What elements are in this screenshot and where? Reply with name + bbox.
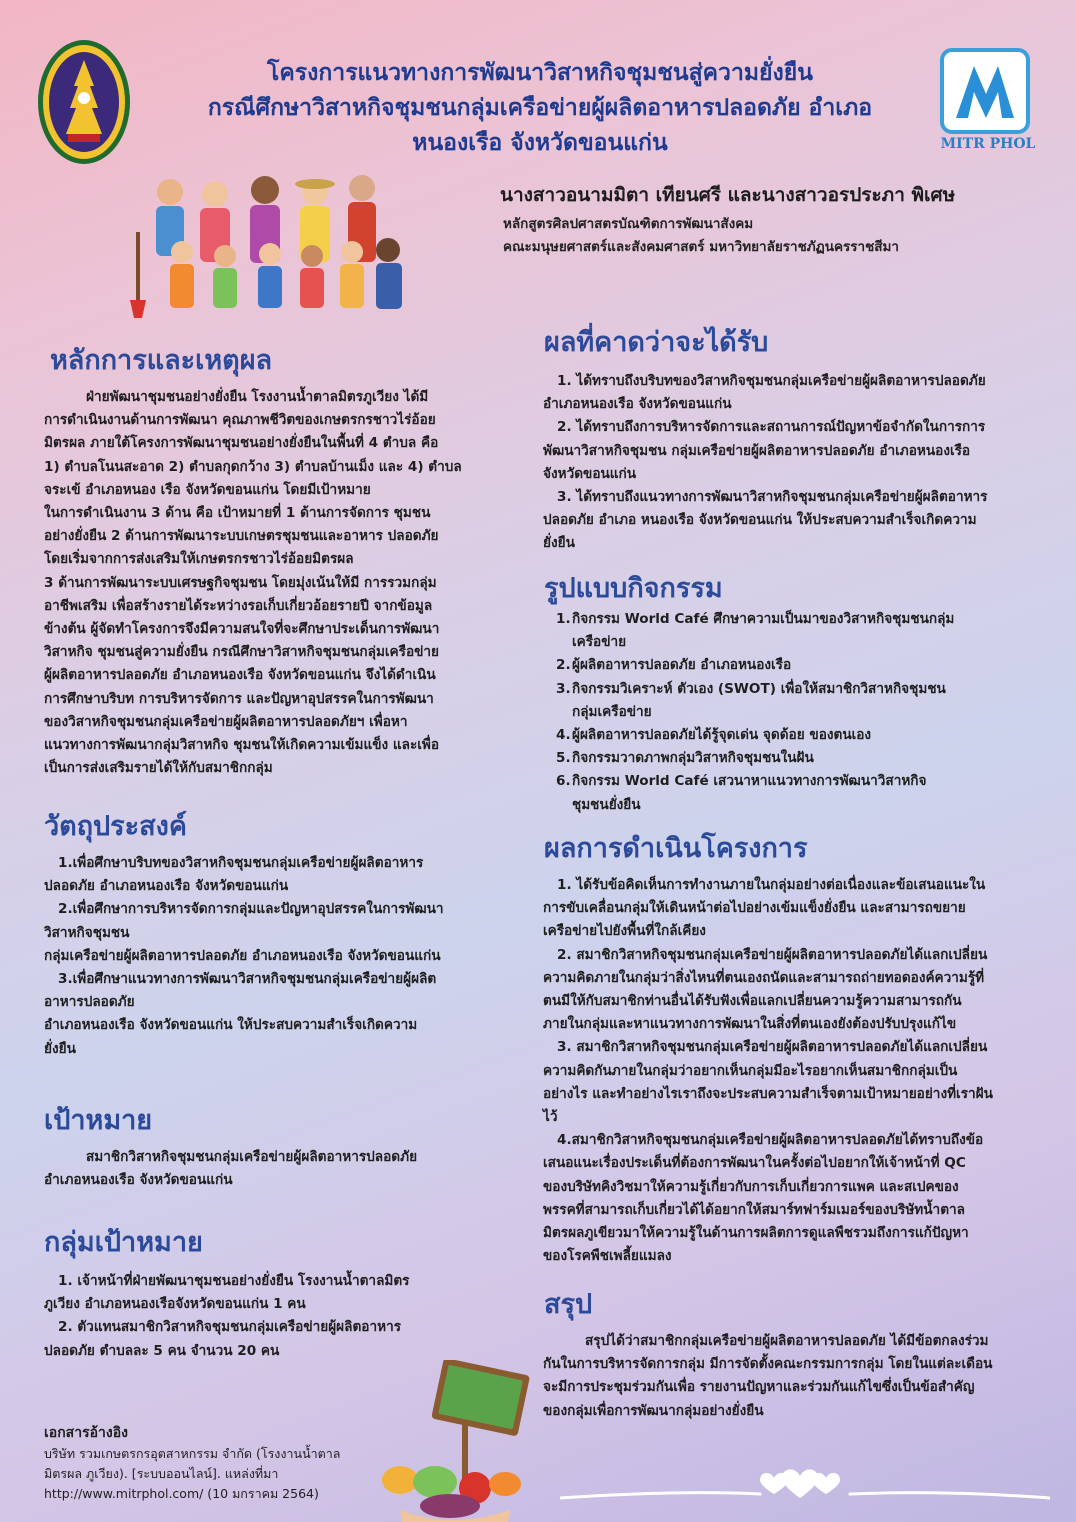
objective-line: อาหารปลอดภัย: [44, 994, 135, 1011]
result-line: ของโรคพืชเพลี้ยแมลง: [543, 1248, 672, 1265]
expected-line: พัฒนาวิสาหกิจชุมชน กลุ่มเครือข่ายผู้ผลิตอาหารปลอดภัย อำเภอหนองเรือ: [543, 442, 971, 459]
result-line: ตนมีให้กับสมาชิกท่านอื่นได้รับฟังเพื่อแลกเปลี่ยนความรู้ความสามารถกัน: [543, 993, 962, 1010]
target-group-body: [44, 1270, 514, 1363]
expected-line: จังหวัดขอนแก่น: [543, 465, 637, 482]
target-group-heading: กลุ่มเป้าหมาย: [44, 1227, 203, 1258]
activity-item: 1. กิจกรรม World Café ศึกษาความเป็นมาของวิสาหกิจชุมชนกลุ่ม เครือข่าย: [556, 611, 955, 651]
objective-line: 2.เพื่อศึกษาการบริหารจัดการกลุ่มและปัญหาอุปสรรคในการพัฒนา: [58, 901, 444, 918]
activities-heading: รูปแบบกิจกรรม: [544, 573, 723, 604]
principle-line: โดยเริ่มจากการส่งเสริมให้เกษตรกรชาวไร่อ้อยมิตรผล: [44, 551, 354, 568]
result-line: ภายในกลุ่มและหาแนวทางการพัฒนาในสิ่งที่ตนเองยังต้องปรับปรุงแก้ไข: [543, 1016, 957, 1033]
expected-line: อำเภอหนองเรือ จังหวัดขอนแก่น: [543, 396, 732, 413]
principle-line: 3 ด้านการพัฒนาระบบเศรษฐกิจชุมชน โดยมุ่งเน้นให้มี การรวมกลุ่ม: [44, 574, 437, 591]
result-line: มิตรผลภูเขียวมาให้ความรู้ในด้านการผลิตการดูแลพืชรวมถึงการแก้ปัญหา: [543, 1225, 969, 1242]
expected-line: ปลอดภัย อำเภอ หนองเรือ จังหวัดขอนแก่น ให้ประสบความสำเร็จเกิดความ: [543, 512, 977, 529]
objective-line: อำเภอหนองเรือ จังหวัดขอนแก่น ให้ประสบความสำเร็จเกิดความ: [44, 1017, 418, 1034]
result-line: เสนอแนะเรื่องประเด็นที่ต้องการพัฒนาในครั้งต่อไปอยากให้เจ้าหน้าที่ QC: [543, 1155, 966, 1172]
affiliation: [503, 213, 1063, 259]
mitr-phol-mark-icon: [940, 48, 1030, 134]
university-seal-logo: [36, 38, 132, 166]
reference-link[interactable]: http://www.mitrphol.com/ (10 มกราคม 2564): [44, 1486, 319, 1501]
objective-line: วิสาหกิจชุมชน: [44, 924, 130, 941]
activity-item: 2. ผู้ผลิตอาหารปลอดภัย อำเภอหนองเรือ: [556, 657, 792, 674]
principle-line: มิตรผล ภายใต้โครงการพัฒนาชุมชนอย่างยั่งยืนในพื้นที่ 4 ตำบล คือ: [44, 435, 439, 452]
result-line: ไว้: [543, 1109, 558, 1126]
result-line: ความคิดกันภายในกลุ่มว่าอยากเห็นกลุ่มมีอะไรอยากเห็นสมาชิกกลุ่มเป็น: [543, 1062, 958, 1079]
community-people-illustration: [130, 172, 420, 320]
objective-line: ปลอดภัย อำเภอหนองเรือ จังหวัดขอนแก่น: [44, 878, 289, 895]
heart-icon: [812, 1473, 840, 1494]
results-body: [543, 874, 1063, 1268]
expected-line: ยั่งยืน: [543, 535, 575, 552]
result-line: ความคิดภายในกลุ่มว่าสิ่งไหนที่ตนเองถนัดและสามารถถ่ายทอดองค์ความรู้ที่: [543, 969, 985, 986]
conclusion-line: จะมีการประชุมร่วมกันเพื่อ รายงานปัญหาและร่วมกันแก้ไขซึ่งเป็นข้อสำคัญ: [543, 1379, 975, 1396]
result-line: 4.สมาชิกวิสาหกิจชุมชนกลุ่มเครือข่ายผู้ผลิตอาหารปลอดภัยได้ทราบถึงข้อ: [557, 1132, 984, 1149]
principle-line: แนวทางการพัฒนากลุ่มวิสาหกิจ ชุมชนให้เกิดความเข้มแข็ง และเพื่อ: [44, 737, 440, 754]
target-group-line: 1. เจ้าหน้าที่ฝ่ายพัฒนาชุมชนอย่างยั่งยืน โรงงานน้ำตาลมิตร: [58, 1273, 410, 1289]
result-line: เครือข่ายไปยังพื้นที่ใกล้เคียง: [543, 923, 706, 940]
poster-title: [140, 56, 940, 161]
expected-line: 3. ได้ทราบถึงแนวทางการพัฒนาวิสาหกิจชุมชนกลุ่มเครือข่ายผู้ผลิตอาหาร: [557, 489, 988, 506]
expected-line: 2. ได้ทราบถึงการบริหารจัดการและสถานการณ์ปัญหาข้อจำกัดในการการ: [557, 419, 986, 436]
expected-results-heading: ผลที่คาดว่าจะได้รับ: [544, 327, 769, 358]
title-line: หนองเรือ จังหวัดขอนแก่น: [412, 130, 668, 156]
target-group-line: ภูเวียง อำเภอหนองเรือจังหวัดขอนแก่น 1 คน: [44, 1296, 306, 1313]
objectives-heading: วัตถุประสงค์: [44, 811, 187, 842]
activity-item: 4. ผู้ผลิตอาหารปลอดภัยได้รู้จุดเด่น จุดด้อย ของตนเอง: [556, 727, 872, 744]
principle-line: ในการดำเนินงาน 3 ด้าน คือ เป้าหมายที่ 1 ด้านการจัดการ ชุมชน: [44, 505, 431, 522]
mitr-phol-wordmark: MITR PHOL: [940, 136, 1036, 152]
principle-heading: หลักการและเหตุผล: [50, 345, 273, 376]
target-group-line: 2. ตัวแทนสมาชิกวิสาหกิจชุมชนกลุ่มเครือข่ายผู้ผลิตอาหาร: [58, 1319, 402, 1336]
principle-line: อย่างยั่งยืน 2 ด้านการพัฒนาระบบเกษตรชุมชนและอาหาร ปลอดภัย: [44, 528, 439, 545]
authors: นางสาวอนามมิตา เทียนศรี และนางสาวอรประภา พิเศษ: [500, 184, 956, 206]
reference-line: มิตรผล ภูเวียง). [ระบบออนไลน์]. แหล่งที่มา: [44, 1466, 279, 1481]
objectives-body: [44, 852, 524, 1061]
principle-body: [44, 386, 514, 780]
conclusion-heading: สรุป: [544, 1289, 593, 1320]
conclusion-body: [543, 1330, 1063, 1423]
activity-item: 5. กิจกรรมวาดภาพกลุ่มวิสาหกิจชุมชนในฝัน: [556, 750, 814, 767]
goal-body: [44, 1146, 514, 1192]
activities-list: [556, 608, 1056, 817]
result-line: 2. สมาชิกวิสาหกิจชุมชนกลุ่มเครือข่ายผู้ผลิตอาหารปลอดภัยได้แลกเปลี่ยน: [557, 946, 988, 963]
result-line: พรรคที่สามารถเก็บเกี่ยวได้ได้อยากให้สมาร์ทฟาร์มเมอร์ของบริษัทน้ำตาล: [543, 1201, 965, 1218]
activity-item: 6. กิจกรรม World Café เสวนาหาแนวทางการพัฒนาวิสาหกิจ ชุมชนยั่งยืน: [556, 773, 927, 813]
principle-line: ฝ่ายพัฒนาชุมชนอย่างยั่งยืน โรงงานน้ำตาลมิตรภูเวียง ได้มี: [86, 389, 429, 405]
goal-line: สมาชิกวิสาหกิจชุมชนกลุ่มเครือข่ายผู้ผลิตอาหารปลอดภัย: [86, 1149, 418, 1165]
principle-line: จระเข้ อำเภอหนอง เรือ จังหวัดขอนแก่น โดยมีเป้าหมาย: [44, 481, 371, 498]
results-heading: ผลการดำเนินโครงการ: [544, 833, 808, 864]
principle-line: การดำเนินงานด้านการพัฒนา คุณภาพชีวิตของเกษตรกรชาวไร่อ้อย: [44, 412, 436, 429]
title-line: กรณีศึกษาวิสาหกิจชุมชนกลุ่มเครือข่ายผู้ผลิตอาหารปลอดภัย อำเภอ: [207, 95, 873, 121]
principle-line: อาชีพเสริม เพื่อสร้างรายได้ระหว่างรอเก็บเกี่ยวอ้อยรายปี จากข้อมูล: [44, 597, 433, 614]
principle-line: ข้างต้น ผู้จัดทำโครงการจึงมีความสนใจที่จะศึกษาประเด็นการพัฒนา: [44, 621, 440, 638]
expected-line: 1. ได้ทราบถึงบริบทของวิสาหกิจชุมชนกลุ่มเครือข่ายผู้ผลิตอาหารปลอดภัย: [557, 373, 986, 389]
vegetable-basket-sign-illustration: [380, 1360, 530, 1522]
principle-line: วิสาหกิจ ชุมชนสู่ความยั่งยืน กรณีศึกษาวิสาหกิจชุมชนกลุ่มเครือข่าย: [44, 644, 440, 661]
goal-heading: เป้าหมาย: [44, 1105, 153, 1136]
hearts-divider-decoration: [560, 1468, 1050, 1508]
conclusion-line: ของกลุ่มเพื่อการพัฒนากลุ่มอย่างยั่งยืน: [543, 1402, 764, 1419]
expected-results-body: [543, 370, 1058, 556]
conclusion-line: สรุปได้ว่าสมาชิกกลุ่มเครือข่ายผู้ผลิตอาหารปลอดภัย ได้มีข้อตกลงร่วม: [585, 1333, 989, 1349]
principle-line: ของวิสาหกิจชุมชนกลุ่มเครือข่ายผู้ผลิตอาหารปลอดภัยฯ เพื่อหา: [44, 713, 408, 730]
objective-line: ยั่งยืน: [44, 1040, 76, 1057]
objective-line: 3.เพื่อศึกษาแนวทางการพัฒนาวิสาหกิจชุมชนกลุ่มเครือข่ายผู้ผลิต: [58, 971, 437, 988]
affiliation-line: คณะมนุษยศาสตร์และสังคมศาสตร์ มหาวิทยาลัยราชภัฏนครราชสีมา: [503, 239, 899, 255]
reference-line: บริษัท รวมเกษตรกรอุตสาหกรรม จำกัด (โรงงานน้ำตาล: [44, 1446, 341, 1461]
principle-line: การศึกษาบริบท การบริหารจัดการ และปัญหาอุปสรรคในการพัฒนา: [44, 690, 434, 707]
principle-line: ผู้ผลิตอาหารปลอดภัย อำเภอหนองเรือ จังหวัดขอนแก่น จึงได้ดำเนิน: [44, 667, 436, 684]
result-line: 3. สมาชิกวิสาหกิจชุมชนกลุ่มเครือข่ายผู้ผลิตอาหารปลอดภัยได้แลกเปลี่ยน: [557, 1039, 988, 1056]
title-line: โครงการแนวทางการพัฒนาวิสาหกิจชุมชนสู่ความยั่งยืน: [267, 60, 813, 86]
references-body: [44, 1444, 404, 1504]
affiliation-line: หลักสูตรศิลปศาสตรบัณฑิตการพัฒนาสังคม: [503, 216, 754, 232]
result-line: การขับเคลื่อนกลุ่มให้เดินหน้าต่อไปอย่างเข้มแข็งยั่งยืน และสามารถขยาย: [543, 900, 966, 917]
objective-line: 1.เพื่อศึกษาบริบทของวิสาหกิจชุมชนกลุ่มเครือข่ายผู้ผลิตอาหาร: [58, 855, 424, 871]
conclusion-line: กันในการบริหารจัดการกลุ่ม มีการจัดตั้งคณะกรรมการกลุ่ม โดยในแต่ละเดือน: [543, 1356, 993, 1373]
principle-line: 1) ตำบลโนนสะอาด 2) ตำบลกุดกว้าง 3) ตำบลบ้านเม็ง และ 4) ตำบล: [44, 458, 462, 475]
principle-line: เป็นการส่งเสริมรายได้ให้กับสมาชิกกลุ่ม: [44, 760, 273, 777]
references-heading: เอกสารอ้างอิง: [44, 1425, 128, 1441]
heart-icon: [782, 1469, 818, 1498]
result-line: 1. ได้รับข้อคิดเห็นการทำงานภายในกลุ่มอย่างต่อเนื่องและข้อเสนอแนะใน: [557, 877, 986, 893]
objective-line: กลุ่มเครือข่ายผู้ผลิตอาหารปลอดภัย อำเภอหนองเรือ จังหวัดขอนแก่น: [44, 947, 441, 964]
target-group-line: ปลอดภัย ตำบลละ 5 คน จำนวน 20 คน: [44, 1342, 280, 1359]
mitr-phol-logo: [940, 48, 1036, 156]
goal-line: อำเภอหนองเรือ จังหวัดขอนแก่น: [44, 1172, 233, 1189]
result-line: ของบริษัทคิงวิชมาให้ความรู้เกี่ยวกับการเก็บเกี่ยวการแพค และสเปคของ: [543, 1178, 959, 1195]
activity-item: 3. กิจกรรมวิเคราะห์ ตัวเอง (SWOT) เพื่อให้สมาชิกวิสาหกิจชุมชน กลุ่มเครือข่าย: [556, 680, 946, 720]
result-line: อย่างไร และทำอย่างไรเราถึงจะประสบความสำเร็จตามเป้าหมายอย่างที่เราฝัน: [543, 1085, 993, 1102]
